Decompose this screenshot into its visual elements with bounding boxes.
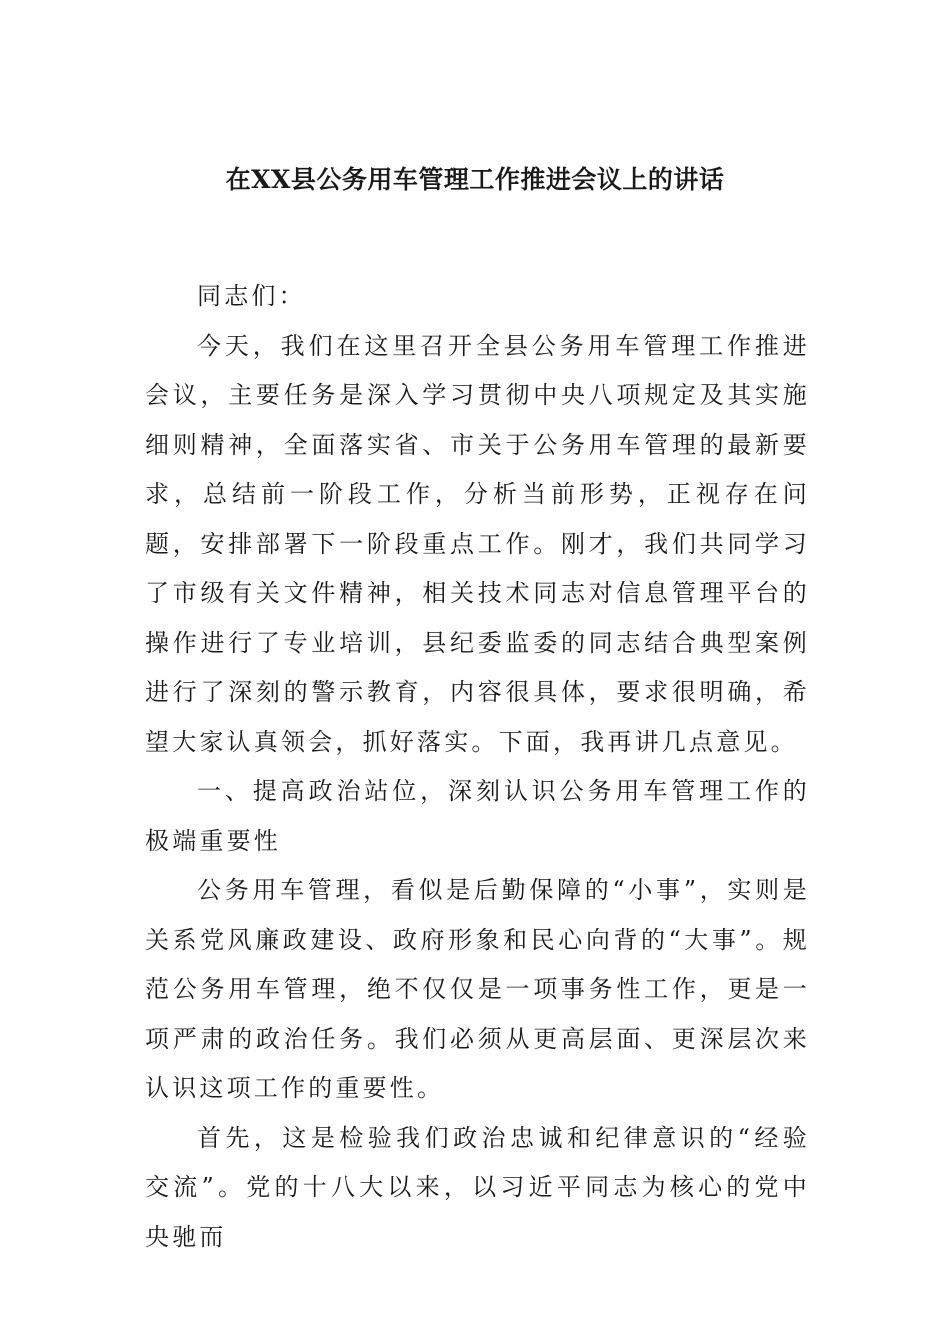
document-title: 在XX县公务用车管理工作推进会议上的讲话	[225, 165, 725, 194]
body-paragraph: 公务用车管理，看似是后勤保障的“小事”，实则是关系党风廉政建设、政府形象和民心向背的“大事”。规范公务用车管理，绝不仅仅是一项事务性工作，更是一项严肃的政治任务。我们必须从更高层面、更深层次来认识这项工作的重要性。	[145, 876, 810, 1102]
intro-paragraph: 今天，我们在这里召开全县公务用车管理工作推进会议，主要任务是深入学习贯彻中央八项规定及其实施细则精神，全面落实省、市关于公务用车管理的最新要求，总结前一阶段工作，分析当前形势，正视存在问题，安排部署下一阶段重点工作。刚才，我们共同学习了市级有关文件精神，相关技术同志对信息管理平台的操作进行了专业培训，县纪委监委的同志结合典型案例进行了深刻的警示教育，内容很具体，要求很明确，希望大家认真领会，抓好落实。下面，我再讲几点意见。	[145, 331, 810, 756]
salutation-paragraph: 同志们：	[197, 282, 306, 310]
body-paragraph: 首先，这是检验我们政治忠诚和纪律意识的“经验交流”。党的十八大以来，以习近平同志为核心的党中央驰而	[145, 1123, 810, 1251]
document-body	[145, 272, 810, 1262]
section-heading-1: 一、提高政治站位，深刻认识公务用车管理工作的极端重要性	[145, 777, 810, 855]
